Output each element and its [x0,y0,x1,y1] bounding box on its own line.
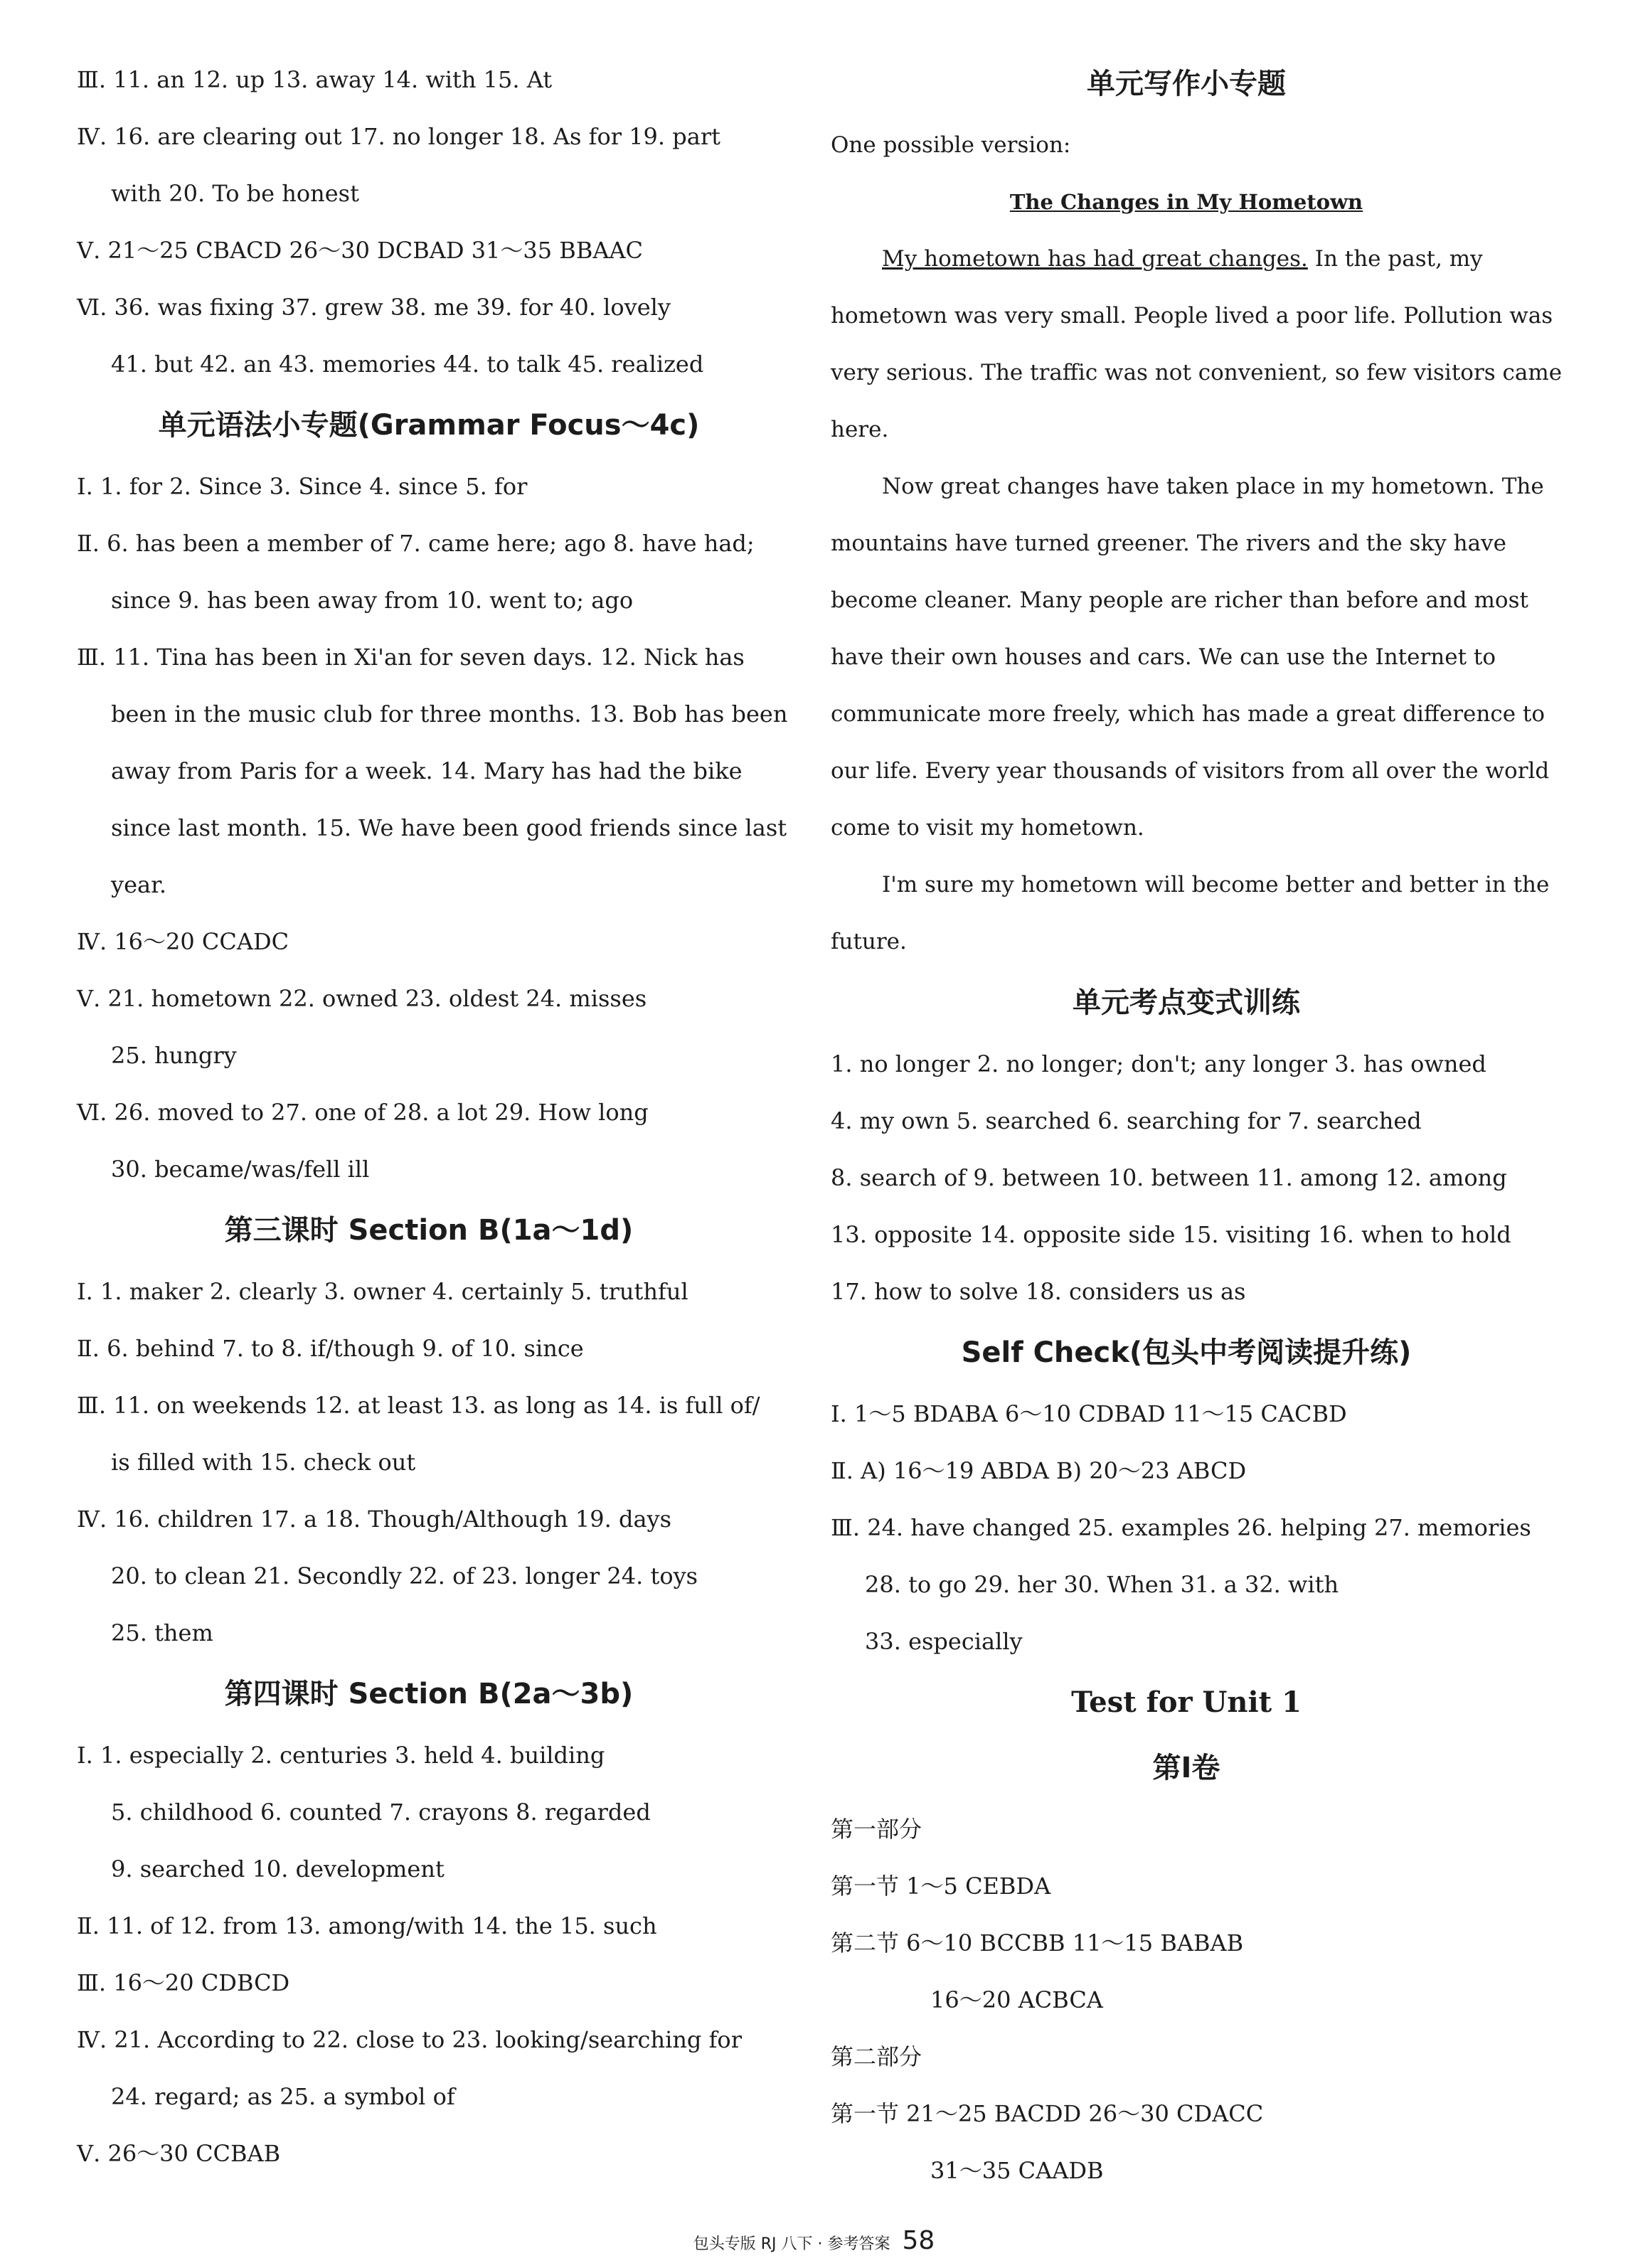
section-heading-self-check: Self Check(包头中考阅读提升练) [961,1336,1412,1369]
section-heading-volume: 第Ⅰ卷 [1152,1752,1220,1784]
answer-line: 33. especially [865,1628,1023,1655]
left-column [77,51,788,2182]
answer-line: 9. searched 10. development [111,1856,445,1883]
essay-line: communicate more freely, which has made a great difference to [831,701,1545,727]
essay-line: hometown was very small. People lived a poor life. Pollution was [831,303,1553,329]
answer-line: 1. no longer 2. no longer; don't; any longer 3. has owned [831,1050,1486,1077]
section-heading-test: Test for Unit 1 [1071,1686,1302,1719]
essay-line: mountains have turned greener. The rivers and the sky have [831,531,1506,556]
answer-line: Ⅳ. 16. are clearing out 17. no longer 18. As for 19. part [77,123,720,150]
answer-line: been in the music club for three months. 13. Bob has been [111,701,788,728]
answer-line: 8. search of 9. between 10. between 11. among 12. among [831,1164,1507,1191]
answer-line: Ⅴ. 26～30 CCBAB [77,2140,281,2167]
answer-line: Ⅲ. 11. an 12. up 13. away 14. with 15. At [77,66,553,93]
answer-line: 第二节 6～10 BCCBB 11～15 BABAB [831,1929,1244,1956]
section-heading-lesson4: 第四课时 Section B(2a～3b) [224,1678,634,1710]
answer-line: Ⅴ. 21～25 CBACD 26～30 DCBAD 31～35 BBAAC [77,237,644,264]
answer-line: Ⅱ. 11. of 12. from 13. among/with 14. the 15. such [77,1912,657,1939]
answer-line: 5. childhood 6. counted 7. crayons 8. regarded [111,1799,651,1826]
answer-line: 20. to clean 21. Secondly 22. of 23. longer 24. toys [111,1562,698,1590]
answer-line: Ⅲ. 24. have changed 25. examples 26. helping 27. memories [831,1514,1531,1541]
essay-line [831,230,1542,287]
answer-line: 16～20 ACBCA [930,1986,1103,2013]
answer-line: since last month. 15. We have been good friends since last [111,814,787,841]
answer-line: Ⅰ. 1～5 BDABA 6～10 CDBAD 11～15 CACBD [831,1400,1347,1427]
part-label: 第二部分 [831,2043,922,2070]
answer-line: Ⅰ. 1. for 2. Since 3. Since 4. since 5. for [77,473,528,500]
answer-line: Ⅰ. 1. especially 2. centuries 3. held 4. building [77,1742,605,1769]
essay-line: I'm sure my hometown will become better and better in the [882,872,1550,898]
footer-text: 包头专版 RJ 八下 · 参考答案 [693,2235,890,2253]
topic-sentence: My hometown has had great changes. [882,246,1308,272]
answer-line: Ⅰ. 1. maker 2. clearly 3. owner 4. certainly 5. truthful [77,1278,688,1305]
answer-line: away from Paris for a week. 14. Mary has had the bike [111,757,743,784]
answer-line: 第一节 21～25 BACDD 26～30 CDACC [831,2100,1264,2127]
section-heading-practice: 单元考点变式训练 [1073,986,1300,1019]
answer-line: Ⅴ. 21. hometown 22. owned 23. oldest 24. misses [77,985,647,1012]
page-number: 58 [902,2226,935,2255]
essay-line: very serious. The traffic was not convenient, so few visitors came [831,360,1563,385]
essay-line: have their own houses and cars. We can use the Internet to [831,644,1496,670]
answer-line: Ⅱ. 6. behind 7. to 8. if/though 9. of 10. since [77,1335,584,1362]
answer-line: 30. became/was/fell ill [111,1156,370,1183]
essay-text: In the past, my [1307,246,1483,272]
essay-line: come to visit my hometown. [831,815,1144,841]
answer-line: 28. to go 29. her 30. When 31. a 32. with [865,1571,1339,1598]
answer-line: 4. my own 5. searched 6. searching for 7. searched [831,1107,1422,1134]
answer-line: 25. hungry [111,1042,237,1069]
essay-line: our life. Every year thousands of visitors from all over the world [831,758,1550,784]
answer-line: Ⅱ. 6. has been a member of 7. came here; ago 8. have had; [77,530,755,557]
answer-line: Ⅲ. 11. on weekends 12. at least 13. as long as 14. is full of/ [77,1392,760,1419]
essay-title: The Changes in My Hometown [1009,190,1363,214]
essay-line: Now great changes have taken place in my hometown. The [882,474,1544,499]
answer-line: since 9. has been away from 10. went to; ago [111,587,634,614]
answer-line: Ⅳ. 16～20 CCADC [77,928,289,955]
answer-line: Ⅲ. 11. Tina has been in Xi'an for seven days. 12. Nick has [77,644,745,671]
essay-line: here. [831,417,889,442]
section-heading-lesson3: 第三课时 Section B(1a～1d) [224,1214,634,1247]
answer-line: Ⅵ. 36. was fixing 37. grew 38. me 39. for 40. lovely [77,294,671,321]
answer-line: 17. how to solve 18. considers us as [831,1278,1246,1305]
answer-line: Ⅳ. 21. According to 22. close to 23. looking/searching for [77,2026,742,2053]
answer-line: 25. them [111,1619,213,1646]
essay-line: become cleaner. Many people are richer than before and most [831,587,1528,613]
answer-line: Ⅳ. 16. children 17. a 18. Though/Although 19. days [77,1506,672,1533]
part-label: 第一部分 [831,1816,922,1843]
answer-line: Ⅵ. 26. moved to 27. one of 28. a lot 29. How long [77,1099,649,1126]
answer-line: is filled with 15. check out [111,1449,416,1476]
right-column [831,51,1563,2199]
answer-line: 第一节 1～5 CEBDA [831,1873,1051,1900]
page-footer [0,2226,1628,2255]
section-heading-grammar: 单元语法小专题(Grammar Focus～4c) [158,409,700,442]
answer-line: with 20. To be honest [111,180,359,207]
answer-line: year. [111,871,167,898]
answer-line: Ⅲ. 16～20 CDBCD [77,1969,290,1996]
answer-line: Ⅱ. A) 16～19 ABDA B) 20～23 ABCD [831,1457,1247,1484]
answer-line: 41. but 42. an 43. memories 44. to talk 45. realized [111,351,704,378]
essay-line: future. [831,929,907,954]
answer-line: One possible version: [831,132,1071,158]
answer-line: 24. regard; as 25. a symbol of [111,2083,455,2110]
answer-line: 13. opposite 14. opposite side 15. visiting 16. when to hold [831,1221,1511,1248]
answer-line: 31～35 CAADB [930,2157,1104,2184]
section-heading-writing: 单元写作小专题 [1087,68,1286,100]
